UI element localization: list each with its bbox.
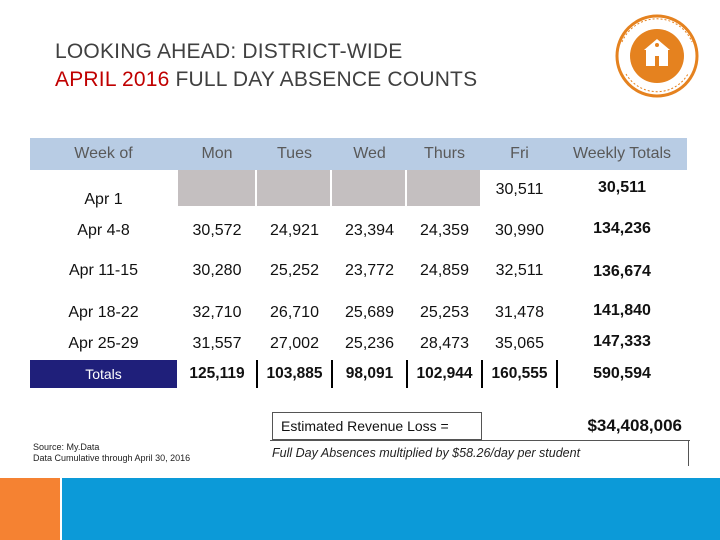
empty-cell-mon [178,170,257,206]
cell-thu: 24,859 [420,262,469,279]
cell-wed: 25,236 [345,335,394,352]
cell-wed: 23,772 [345,262,394,279]
cell-thu: 25,253 [420,304,469,321]
empty-cell-wed [332,170,407,206]
revenue-note: Full Day Absences multiplied by $58.26/day per student [272,446,581,460]
cell-tue: 27,002 [270,335,319,352]
cell-tue: 24,921 [270,222,319,239]
cell-tue: 26,710 [270,304,319,321]
total-fri: 160,555 [491,365,548,382]
cell-fri: 30,990 [495,222,544,239]
cell-mon: 30,572 [192,222,242,239]
total-thu: 102,944 [416,365,473,382]
title-accent: APRIL 2016 [55,68,170,91]
lausd-pupil-services-seal-icon [612,12,702,100]
header-week-of: Week of [30,138,177,170]
cell-mon: 31,557 [192,335,242,352]
cell-tue: 25,252 [270,262,319,279]
revenue-loss-label: Estimated Revenue Loss = [272,412,482,440]
footer-blue-bar [62,478,720,540]
cell-total: 30,511 [597,179,647,196]
cell-mon: 30,280 [192,262,242,279]
cell-fri: 31,478 [495,304,544,321]
cell-wed: 23,394 [345,222,394,239]
totals-label: Totals [30,360,177,388]
title-line-2 [55,66,477,94]
header-mon: Mon [177,138,257,170]
slide-title [55,38,477,94]
cell-wed: 25,689 [345,304,394,321]
total-tue: 103,885 [266,365,323,382]
source-line-1: Source: My.Data [33,442,100,452]
title-line-1: LOOKING AHEAD: DISTRICT-WIDE [55,40,403,63]
cell-thu: 24,359 [420,222,469,239]
revenue-loss-value: $34,408,006 [587,416,682,435]
total-weekly: 590,594 [593,365,651,382]
header-tues: Tues [257,138,332,170]
cell-total: 134,236 [593,220,651,237]
cell-mon: 32,710 [192,304,242,321]
cell-fri: 30,511 [495,181,544,198]
source-note [33,442,190,464]
divider [270,440,690,441]
cell-total: 136,674 [593,263,651,280]
source-line-2: Data Cumulative through April 30, 2016 [33,453,191,463]
header-fri: Fri [482,138,557,170]
cell-thu: 28,473 [420,335,469,352]
header-thurs: Thurs [407,138,482,170]
divider [688,440,689,466]
week-label: Apr 11-15 [68,262,139,279]
title-rest: FULL DAY ABSENCE COUNTS [169,68,478,91]
empty-cell-thu [407,170,482,206]
total-wed: 98,091 [345,365,394,382]
cell-fri: 32,511 [495,262,544,279]
header-weekly-totals: Weekly Totals [557,138,687,170]
week-label: Apr 25-29 [68,335,139,352]
total-mon: 125,119 [189,365,245,382]
empty-cell-tue [257,170,332,206]
cell-total: 147,333 [593,333,651,350]
cell-fri: 35,065 [495,335,544,352]
week-label: Apr 1 [84,191,123,208]
week-label: Apr 4-8 [77,222,130,239]
header-wed: Wed [332,138,407,170]
week-label: Apr 18-22 [68,304,139,321]
cell-total: 141,840 [593,302,651,319]
footer-orange-bar [0,478,60,540]
